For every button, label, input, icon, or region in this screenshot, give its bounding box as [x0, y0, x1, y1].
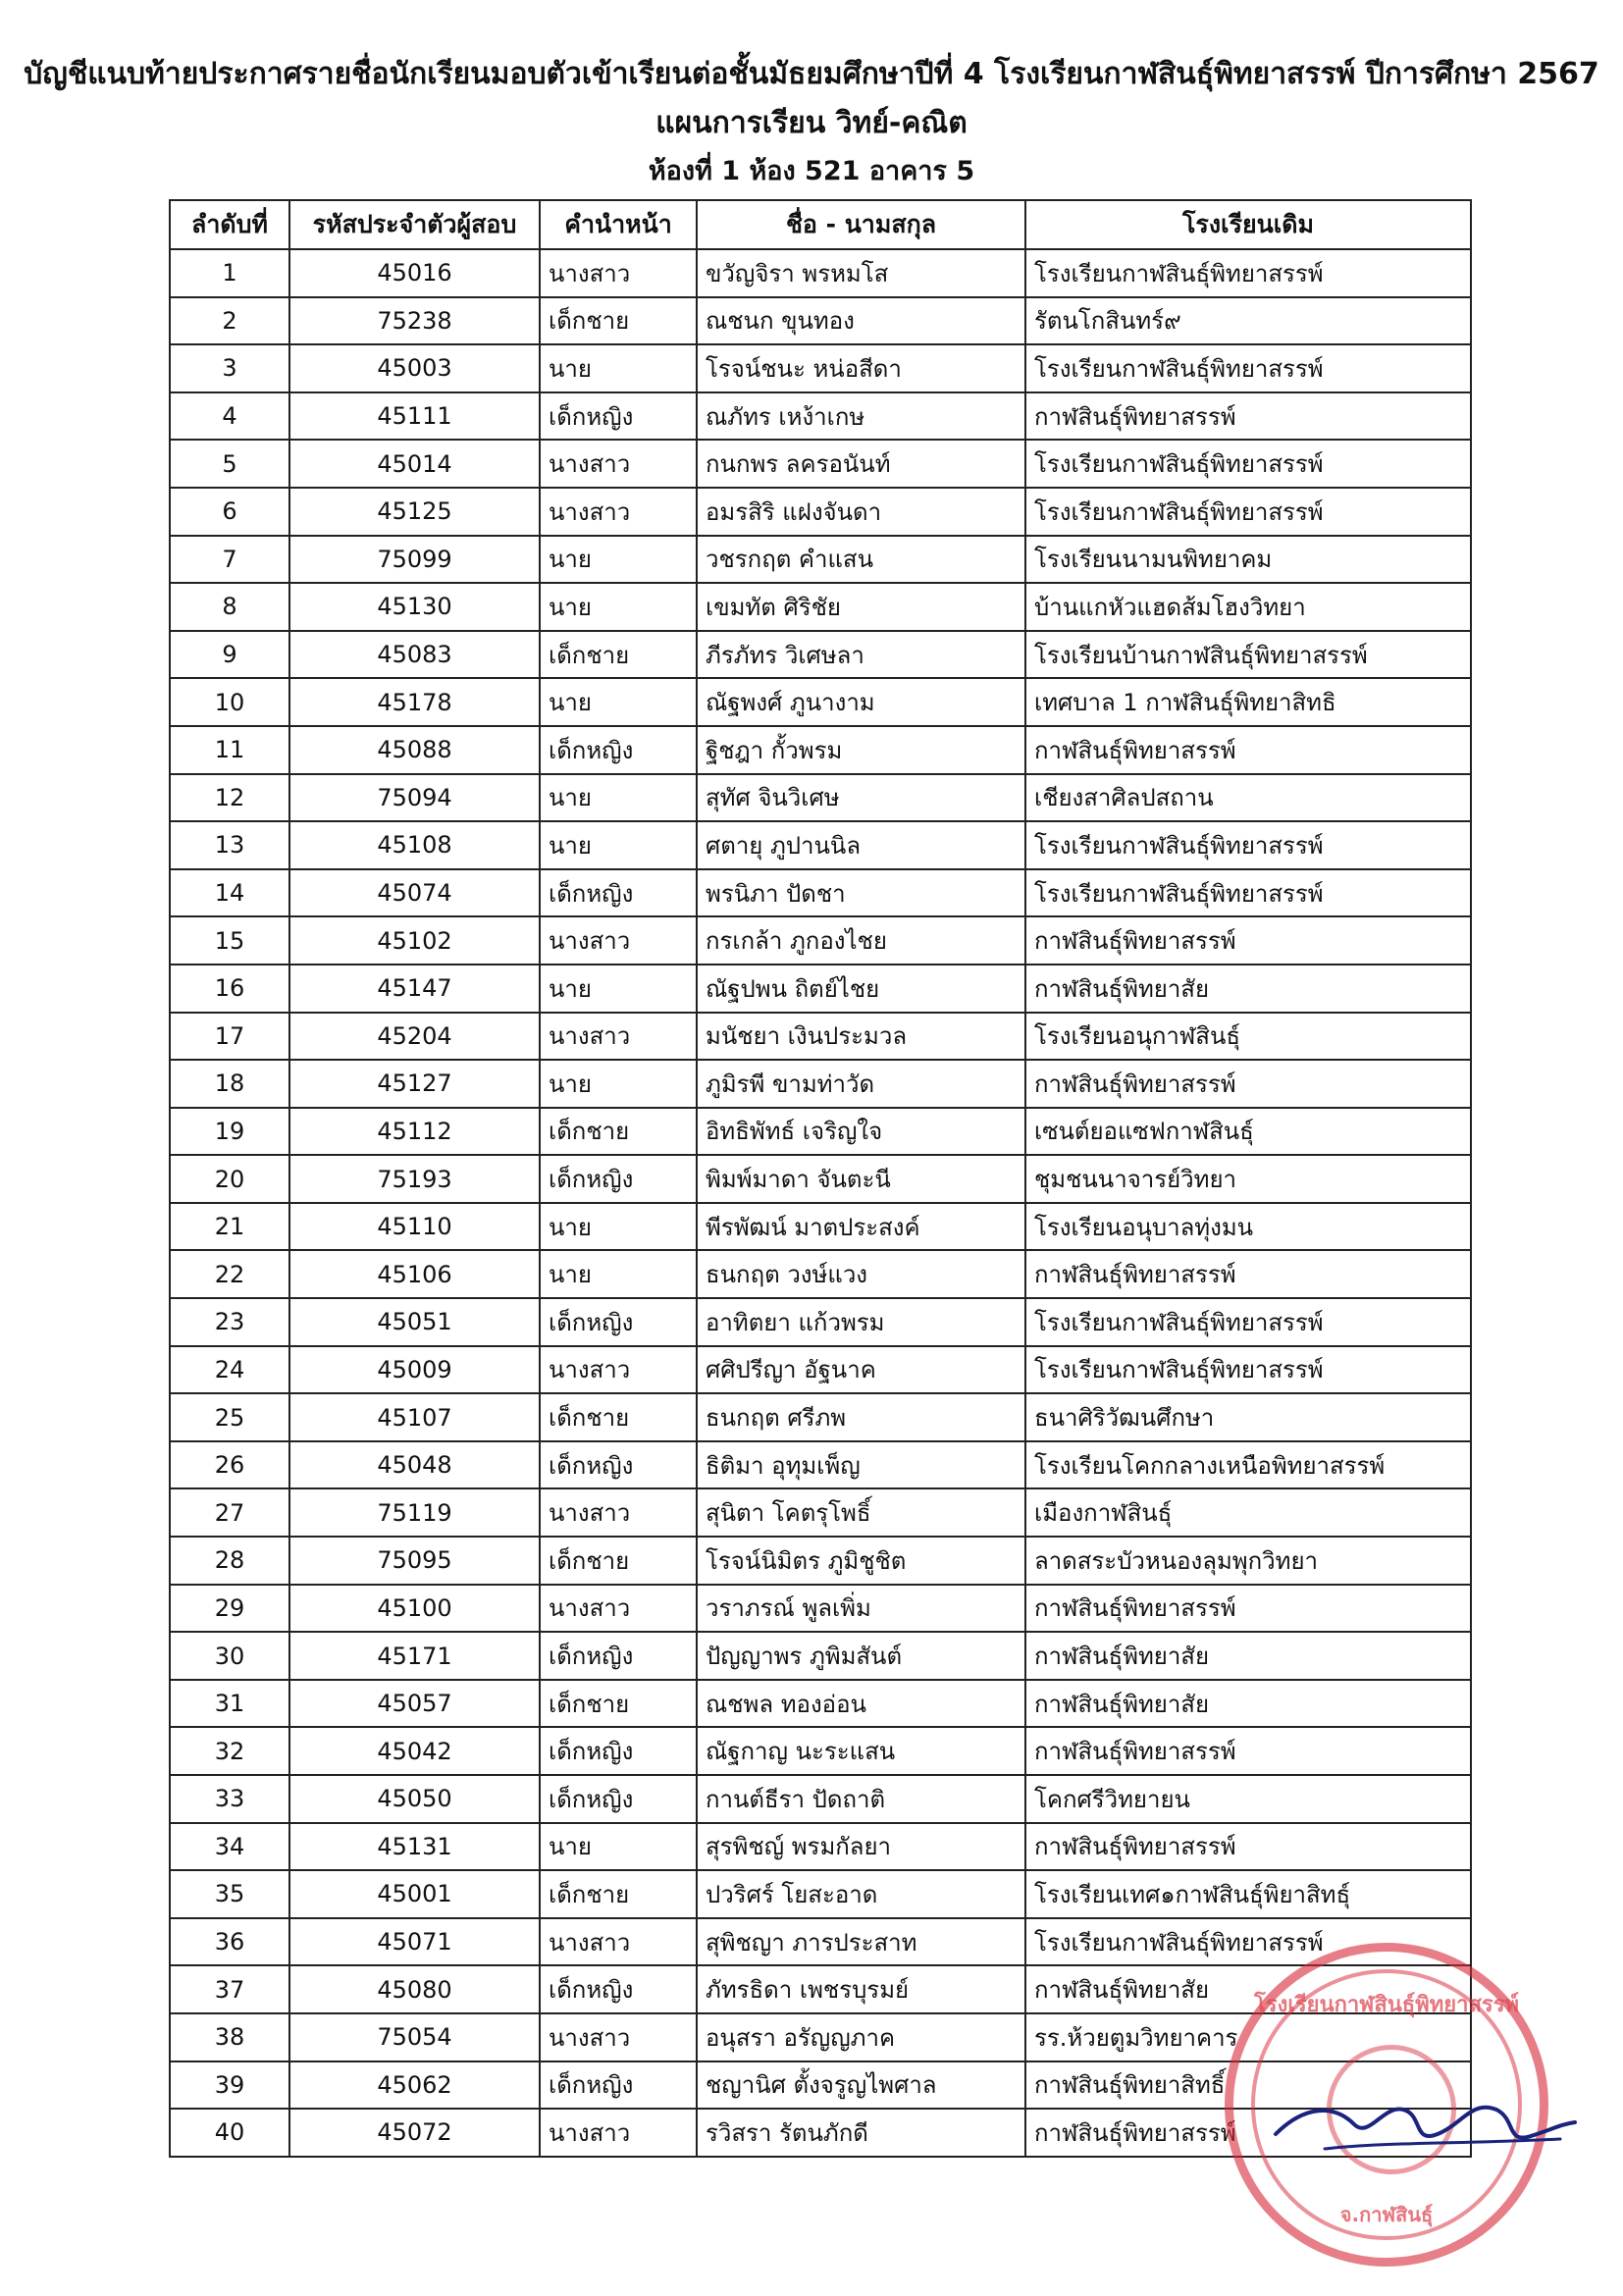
prefix-cell: นางสาว: [540, 488, 697, 536]
exam-id-cell: 45051: [289, 1298, 540, 1346]
prefix-cell: นางสาว: [540, 1918, 697, 1966]
previous-school-cell: กาฬสินธุ์พิทยาสิทธิ์: [1025, 2061, 1471, 2110]
full-name-cell: รวิสรา รัตนภักดี: [697, 2109, 1025, 2157]
exam-id-cell: 45106: [289, 1250, 540, 1298]
prefix-cell: เด็กหญิง: [540, 2061, 697, 2110]
order-number-cell: 25: [170, 1393, 289, 1441]
previous-school-cell: กาฬสินธุ์พิทยาสรรพ์: [1025, 1727, 1471, 1775]
full-name-cell: ธิติมา อุทุมเพ็ญ: [697, 1441, 1025, 1489]
program-subtitle: แผนการเรียน วิทย์-คณิต: [655, 106, 968, 140]
exam-id-cell: 45130: [289, 583, 540, 631]
exam-id-cell: 45127: [289, 1060, 540, 1108]
order-number-cell: 37: [170, 1965, 289, 2013]
prefix-cell: นางสาว: [540, 1346, 697, 1394]
prefix-cell: เด็กชาย: [540, 1680, 697, 1728]
prefix-cell: นางสาว: [540, 2109, 697, 2157]
table-row: [170, 774, 1471, 822]
table-row: [170, 1250, 1471, 1298]
order-number-cell: 11: [170, 726, 289, 774]
col-header-exam-id: รหัสประจำตัวผู้สอบ: [289, 200, 540, 249]
previous-school-cell: เทศบาล 1 กาฬสินธุ์พิทยาสิทธิ: [1025, 678, 1471, 726]
previous-school-cell: กาฬสินธุ์พิทยาสรรพ์: [1025, 1250, 1471, 1298]
table-row: [170, 916, 1471, 965]
previous-school-cell: กาฬสินธุ์พิทยาสรรพ์: [1025, 2109, 1471, 2157]
full-name-cell: สุนิตา โคตรุโพธิ์: [697, 1488, 1025, 1537]
full-name-cell: พีรพัฒน์ มาตประสงค์: [697, 1203, 1025, 1251]
table-row: [170, 344, 1471, 392]
table-row: [170, 1441, 1471, 1489]
order-number-cell: 28: [170, 1537, 289, 1585]
prefix-cell: นาย: [540, 583, 697, 631]
previous-school-cell: โรงเรียนกาฬสินธุ์พิทยาสรรพ์: [1025, 1918, 1471, 1966]
exam-id-cell: 75095: [289, 1537, 540, 1585]
order-number-cell: 24: [170, 1346, 289, 1394]
exam-id-cell: 45171: [289, 1632, 540, 1680]
full-name-cell: อนุสรา อรัญญภาค: [697, 2013, 1025, 2061]
full-name-cell: พรนิภา ปัดชา: [697, 869, 1025, 917]
full-name-cell: โรจน์ชนะ หน่อสีดา: [697, 344, 1025, 392]
exam-id-cell: 45057: [289, 1680, 540, 1728]
col-header-order: ลำดับที่: [170, 200, 289, 249]
full-name-cell: ภีรภัทร วิเศษลา: [697, 631, 1025, 679]
col-header-full-name: ชื่อ - นามสกุล: [697, 200, 1025, 249]
order-number-cell: 13: [170, 821, 289, 869]
prefix-cell: เด็กหญิง: [540, 1155, 697, 1203]
exam-id-cell: 45100: [289, 1585, 540, 1633]
table-row: [170, 1203, 1471, 1251]
prefix-cell: นาย: [540, 774, 697, 822]
full-name-cell: ณชพล ทองอ่อน: [697, 1680, 1025, 1728]
prefix-cell: นางสาว: [540, 440, 697, 488]
full-name-cell: อาทิตยา แก้วพรม: [697, 1298, 1025, 1346]
previous-school-cell: กาฬสินธุ์พิทยาสรรพ์: [1025, 392, 1471, 441]
full-name-cell: อมรสิริ แฝงจันดา: [697, 488, 1025, 536]
prefix-cell: เด็กชาย: [540, 1108, 697, 1156]
prefix-cell: นาย: [540, 1823, 697, 1871]
full-name-cell: ขวัญจิรา พรหมโส: [697, 249, 1025, 297]
prefix-cell: เด็กชาย: [540, 1870, 697, 1918]
order-number-cell: 4: [170, 392, 289, 441]
table-body: [170, 249, 1471, 2157]
table-row: [170, 1108, 1471, 1156]
previous-school-cell: โรงเรียนเทศ๑กาฬสินธุ์พิยาสิทธุ์: [1025, 1870, 1471, 1918]
order-number-cell: 10: [170, 678, 289, 726]
prefix-cell: เด็กหญิง: [540, 869, 697, 917]
full-name-cell: กรเกล้า ภูกองไชย: [697, 916, 1025, 965]
col-header-previous-school: โรงเรียนเดิม: [1025, 200, 1471, 249]
previous-school-cell: ชุมชนนาจารย์วิทยา: [1025, 1155, 1471, 1203]
exam-id-cell: 45178: [289, 678, 540, 726]
prefix-cell: นาย: [540, 344, 697, 392]
full-name-cell: ภัทรธิดา เพชรบุรมย์: [697, 1965, 1025, 2013]
full-name-cell: วชรกฤต คำแสน: [697, 536, 1025, 584]
previous-school-cell: เชียงสาศิลปสถาน: [1025, 774, 1471, 822]
full-name-cell: กนกพร ลครอนันท์: [697, 440, 1025, 488]
exam-id-cell: 45204: [289, 1013, 540, 1061]
prefix-cell: เด็กหญิง: [540, 1965, 697, 2013]
table-row: [170, 1298, 1471, 1346]
exam-id-cell: 75193: [289, 1155, 540, 1203]
prefix-cell: เด็กหญิง: [540, 392, 697, 441]
order-number-cell: 16: [170, 965, 289, 1013]
table-row: [170, 1823, 1471, 1871]
table-row: [170, 1680, 1471, 1728]
full-name-cell: ฐิชฎา กั้วพรม: [697, 726, 1025, 774]
prefix-cell: เด็กหญิง: [540, 1441, 697, 1489]
exam-id-cell: 45102: [289, 916, 540, 965]
exam-id-cell: 45016: [289, 249, 540, 297]
order-number-cell: 34: [170, 1823, 289, 1871]
full-name-cell: มนัชยา เงินประมวล: [697, 1013, 1025, 1061]
prefix-cell: นางสาว: [540, 916, 697, 965]
table-row: [170, 297, 1471, 345]
order-number-cell: 31: [170, 1680, 289, 1728]
order-number-cell: 1: [170, 249, 289, 297]
previous-school-cell: ลาดสระบัวหนองลุมพุกวิทยา: [1025, 1537, 1471, 1585]
order-number-cell: 7: [170, 536, 289, 584]
previous-school-cell: โรงเรียนโคกกลางเหนือพิทยาสรรพ์: [1025, 1441, 1471, 1489]
prefix-cell: นางสาว: [540, 249, 697, 297]
previous-school-cell: โรงเรียนอนุบาลทุ่งมน: [1025, 1203, 1471, 1251]
exam-id-cell: 45083: [289, 631, 540, 679]
prefix-cell: นางสาว: [540, 1488, 697, 1537]
table-row: [170, 965, 1471, 1013]
handwritten-signature: [1266, 2065, 1580, 2173]
table-row: [170, 1488, 1471, 1537]
previous-school-cell: โรงเรียนกาฬสินธุ์พิทยาสรรพ์: [1025, 440, 1471, 488]
order-number-cell: 32: [170, 1727, 289, 1775]
order-number-cell: 29: [170, 1585, 289, 1633]
prefix-cell: นาย: [540, 1250, 697, 1298]
table-row: [170, 1870, 1471, 1918]
previous-school-cell: โรงเรียนกาฬสินธุ์พิทยาสรรพ์: [1025, 1346, 1471, 1394]
exam-id-cell: 45072: [289, 2109, 540, 2157]
table-row: [170, 869, 1471, 917]
previous-school-cell: โรงเรียนกาฬสินธุ์พิทยาสรรพ์: [1025, 1298, 1471, 1346]
table-row: [170, 821, 1471, 869]
exam-id-cell: 45112: [289, 1108, 540, 1156]
seal-text-top: โรงเรียนกาฬสินธุ์พิทยาสรรพ์: [1253, 1993, 1520, 2017]
order-number-cell: 9: [170, 631, 289, 679]
table-row: [170, 631, 1471, 679]
previous-school-cell: โรงเรียนกาฬสินธุ์พิทยาสรรพ์: [1025, 344, 1471, 392]
student-roster-table: [169, 199, 1472, 2158]
prefix-cell: นาย: [540, 1203, 697, 1251]
table-row: [170, 678, 1471, 726]
order-number-cell: 30: [170, 1632, 289, 1680]
full-name-cell: วราภรณ์ พูลเพิ่ม: [697, 1585, 1025, 1633]
table-row: [170, 1537, 1471, 1585]
full-name-cell: สุพิชญา ภารประสาท: [697, 1918, 1025, 1966]
exam-id-cell: 45009: [289, 1346, 540, 1394]
table-row: [170, 1585, 1471, 1633]
exam-id-cell: 75099: [289, 536, 540, 584]
exam-id-cell: 45125: [289, 488, 540, 536]
prefix-cell: เด็กหญิง: [540, 726, 697, 774]
prefix-cell: นาย: [540, 821, 697, 869]
order-number-cell: 18: [170, 1060, 289, 1108]
order-number-cell: 39: [170, 2061, 289, 2110]
exam-id-cell: 45111: [289, 392, 540, 441]
table-row: [170, 1013, 1471, 1061]
table-row: [170, 1346, 1471, 1394]
full-name-cell: ณชนก ขุนทอง: [697, 297, 1025, 345]
previous-school-cell: กาฬสินธุ์พิทยาสรรพ์: [1025, 1060, 1471, 1108]
order-number-cell: 26: [170, 1441, 289, 1489]
previous-school-cell: รร.ห้วยตูมวิทยาคาร: [1025, 2013, 1471, 2061]
exam-id-cell: 75238: [289, 297, 540, 345]
full-name-cell: โรจน์นิมิตร ภูมิชูชิต: [697, 1537, 1025, 1585]
full-name-cell: กานต์ธีรา ปัดถาติ: [697, 1775, 1025, 1823]
full-name-cell: ณภัทร เหง้าเกษ: [697, 392, 1025, 441]
exam-id-cell: 45110: [289, 1203, 540, 1251]
previous-school-cell: กาฬสินธุ์พิทยาสรรพ์: [1025, 1823, 1471, 1871]
prefix-cell: นาย: [540, 536, 697, 584]
previous-school-cell: กาฬสินธุ์พิทยาสัย: [1025, 1632, 1471, 1680]
exam-id-cell: 45071: [289, 1918, 540, 1966]
full-name-cell: ธนกฤต ศรีภพ: [697, 1393, 1025, 1441]
table-row: [170, 726, 1471, 774]
previous-school-cell: เซนต์ยอแซฟกาฬสินธุ์: [1025, 1108, 1471, 1156]
prefix-cell: นาย: [540, 1060, 697, 1108]
order-number-cell: 23: [170, 1298, 289, 1346]
table-row: [170, 1727, 1471, 1775]
prefix-cell: นาย: [540, 678, 697, 726]
prefix-cell: เด็กชาย: [540, 297, 697, 345]
previous-school-cell: กาฬสินธุ์พิทยาสรรพ์: [1025, 726, 1471, 774]
prefix-cell: นางสาว: [540, 1585, 697, 1633]
previous-school-cell: กาฬสินธุ์พิทยาสัย: [1025, 1965, 1471, 2013]
order-number-cell: 22: [170, 1250, 289, 1298]
table-row: [170, 1155, 1471, 1203]
table-row: [170, 536, 1471, 584]
exam-id-cell: 45048: [289, 1441, 540, 1489]
previous-school-cell: กาฬสินธุ์พิทยาสัย: [1025, 1680, 1471, 1728]
full-name-cell: ศตายุ ภูปานนิล: [697, 821, 1025, 869]
order-number-cell: 21: [170, 1203, 289, 1251]
table-row: [170, 583, 1471, 631]
exam-id-cell: 45147: [289, 965, 540, 1013]
previous-school-cell: โรงเรียนกาฬสินธุ์พิทยาสรรพ์: [1025, 869, 1471, 917]
order-number-cell: 17: [170, 1013, 289, 1061]
previous-school-cell: บ้านแกหัวแฮดส้มโฮงวิทยา: [1025, 583, 1471, 631]
previous-school-cell: โรงเรียนกาฬสินธุ์พิทยาสรรพ์: [1025, 821, 1471, 869]
order-number-cell: 20: [170, 1155, 289, 1203]
exam-id-cell: 75054: [289, 2013, 540, 2061]
order-number-cell: 5: [170, 440, 289, 488]
prefix-cell: นาย: [540, 965, 697, 1013]
exam-id-cell: 45001: [289, 1870, 540, 1918]
exam-id-cell: 45080: [289, 1965, 540, 2013]
order-number-cell: 38: [170, 2013, 289, 2061]
order-number-cell: 8: [170, 583, 289, 631]
full-name-cell: ภูมิรพี ขามท่าวัด: [697, 1060, 1025, 1108]
document-title: บัญชีแนบท้ายประกาศรายชื่อนักเรียนมอบตัวเข้าเรียนต่อชั้นมัธยมศึกษาปีที่ 4 โรงเรียนกาฬสินธุ์พิทยาสรรพ์ ปีการศึกษา 2567: [24, 57, 1599, 91]
previous-school-cell: เมืองกาฬสินธุ์: [1025, 1488, 1471, 1537]
full-name-cell: ณัฐกาญ นะระแสน: [697, 1727, 1025, 1775]
full-name-cell: ณัฐพงศ์ ภูนางาม: [697, 678, 1025, 726]
previous-school-cell: โคกศรีวิทยายน: [1025, 1775, 1471, 1823]
prefix-cell: เด็กชาย: [540, 1393, 697, 1441]
room-info: ห้องที่ 1 ห้อง 521 อาคาร 5: [648, 156, 975, 186]
table-row: [170, 249, 1471, 297]
order-number-cell: 35: [170, 1870, 289, 1918]
full-name-cell: ศศิปรีญา อัฐนาค: [697, 1346, 1025, 1394]
prefix-cell: เด็กหญิง: [540, 1775, 697, 1823]
exam-id-cell: 45088: [289, 726, 540, 774]
previous-school-cell: โรงเรียนนามนพิทยาคม: [1025, 536, 1471, 584]
previous-school-cell: โรงเรียนอนุกาฬสินธุ์: [1025, 1013, 1471, 1061]
exam-id-cell: 45062: [289, 2061, 540, 2110]
exam-id-cell: 75119: [289, 1488, 540, 1537]
full-name-cell: ปัญญาพร ภูพิมสันต์: [697, 1632, 1025, 1680]
order-number-cell: 15: [170, 916, 289, 965]
previous-school-cell: กาฬสินธุ์พิทยาสัย: [1025, 965, 1471, 1013]
prefix-cell: เด็กหญิง: [540, 1298, 697, 1346]
prefix-cell: เด็กหญิง: [540, 1727, 697, 1775]
full-name-cell: สุทัศ จินวิเศษ: [697, 774, 1025, 822]
previous-school-cell: รัตนโกสินทร์๙: [1025, 297, 1471, 345]
exam-id-cell: 45131: [289, 1823, 540, 1871]
prefix-cell: นางสาว: [540, 2013, 697, 2061]
table-row: [170, 1060, 1471, 1108]
full-name-cell: ชญานิศ ตั้งจรูญไพศาล: [697, 2061, 1025, 2110]
order-number-cell: 2: [170, 297, 289, 345]
full-name-cell: ปวริศร์ โยสะอาด: [697, 1870, 1025, 1918]
full-name-cell: ณัฐปพน ถิตย์ไชย: [697, 965, 1025, 1013]
previous-school-cell: ธนาศิริวัฒนศึกษา: [1025, 1393, 1471, 1441]
prefix-cell: เด็กชาย: [540, 631, 697, 679]
full-name-cell: สุรพิชญ์ พรมกัลยา: [697, 1823, 1025, 1871]
order-number-cell: 14: [170, 869, 289, 917]
prefix-cell: เด็กชาย: [540, 1537, 697, 1585]
full-name-cell: ธนกฤต วงษ์แวง: [697, 1250, 1025, 1298]
table-row: [170, 1632, 1471, 1680]
prefix-cell: นางสาว: [540, 1013, 697, 1061]
exam-id-cell: 45107: [289, 1393, 540, 1441]
exam-id-cell: 45050: [289, 1775, 540, 1823]
previous-school-cell: โรงเรียนกาฬสินธุ์พิทยาสรรพ์: [1025, 249, 1471, 297]
previous-school-cell: กาฬสินธุ์พิทยาสรรพ์: [1025, 916, 1471, 965]
order-number-cell: 19: [170, 1108, 289, 1156]
order-number-cell: 12: [170, 774, 289, 822]
full-name-cell: เขมทัต ศิริชัย: [697, 583, 1025, 631]
col-header-prefix: คำนำหน้า: [540, 200, 697, 249]
exam-id-cell: 45074: [289, 869, 540, 917]
table-header-row: [170, 200, 1471, 249]
previous-school-cell: โรงเรียนกาฬสินธุ์พิทยาสรรพ์: [1025, 488, 1471, 536]
table-row: [170, 440, 1471, 488]
table-row: [170, 1918, 1471, 1966]
table-row: [170, 488, 1471, 536]
seal-text-bottom: จ.กาฬสินธุ์: [1339, 2203, 1434, 2226]
full-name-cell: พิมพ์มาดา จันตะนี: [697, 1155, 1025, 1203]
order-number-cell: 27: [170, 1488, 289, 1537]
order-number-cell: 3: [170, 344, 289, 392]
prefix-cell: เด็กหญิง: [540, 1632, 697, 1680]
previous-school-cell: โรงเรียนบ้านกาฬสินธุ์พิทยาสรรพ์: [1025, 631, 1471, 679]
exam-id-cell: 45014: [289, 440, 540, 488]
exam-id-cell: 45003: [289, 344, 540, 392]
exam-id-cell: 75094: [289, 774, 540, 822]
table-row: [170, 1393, 1471, 1441]
order-number-cell: 33: [170, 1775, 289, 1823]
order-number-cell: 40: [170, 2109, 289, 2157]
full-name-cell: อิทธิพัทธ์ เจริญใจ: [697, 1108, 1025, 1156]
previous-school-cell: กาฬสินธุ์พิทยาสรรพ์: [1025, 1585, 1471, 1633]
table-row: [170, 392, 1471, 441]
order-number-cell: 36: [170, 1918, 289, 1966]
exam-id-cell: 45108: [289, 821, 540, 869]
order-number-cell: 6: [170, 488, 289, 536]
exam-id-cell: 45042: [289, 1727, 540, 1775]
table-row: [170, 1775, 1471, 1823]
